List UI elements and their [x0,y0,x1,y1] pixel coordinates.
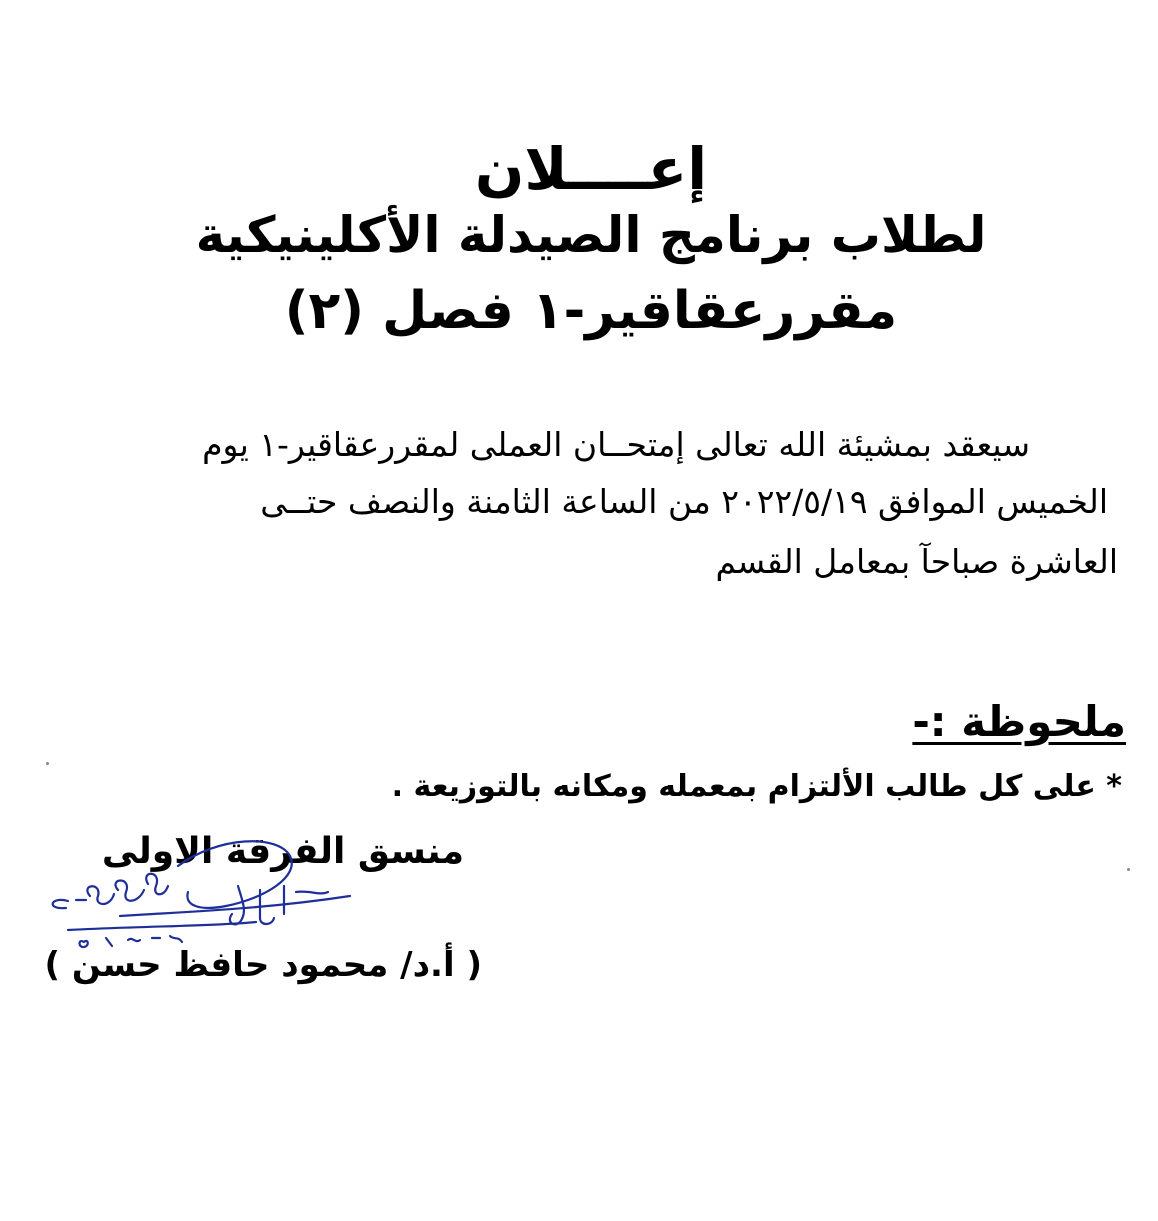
handwritten-signature [28,826,368,956]
course-heading: مقررعقاقير-١ فصل (٢) [284,281,898,341]
paper-speck [46,762,49,765]
announcement-title: إعــــلان [474,135,708,203]
note-text: * على كل طالب الألتزام بمعمله ومكانه بالتوزيعة . [391,769,1122,804]
audience-heading: لطلاب برنامج الصيدلة الأكلينيكية [195,206,987,264]
note-title: ملحوظة :- [912,697,1126,746]
coordinator-name: ( أ.د/ محمود حافظ حسن ) [44,945,482,985]
body-line-3: العاشرة صباحآ بمعامل القسم [715,542,1118,581]
coordinator-title: منسق الفرقة الاولى [101,831,464,872]
body-line-2: الخميس الموافق ٢٠٢٢/٥/١٩ من الساعة الثامنة والنصف حتــى [260,482,1108,521]
body-line-1: سيعقد بمشيئة الله تعالى إمتحــان العملى لمقررعقاقير-١ يوم [202,425,1030,464]
paper-speck [1127,868,1130,871]
